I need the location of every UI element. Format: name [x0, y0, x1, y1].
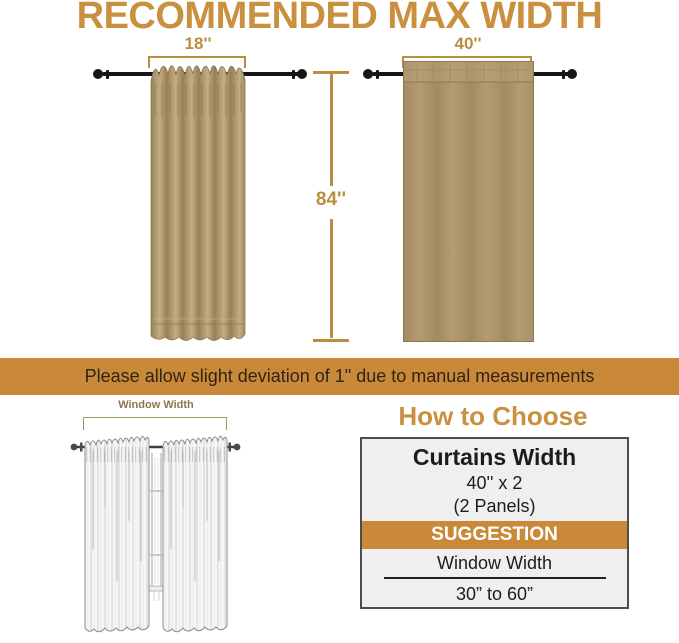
- curtains-size-value: 40'' x 2: [466, 473, 523, 493]
- suggestion-band: SUGGESTION: [362, 521, 627, 549]
- right-rod-finial-left: [363, 69, 373, 79]
- right-rod-finial-right: [567, 69, 577, 79]
- window-width-row: Window Width: [436, 553, 553, 573]
- height-line-bottom: [330, 219, 333, 338]
- page-title: RECOMMENDED MAX WIDTH: [76, 0, 603, 37]
- window-width-range: 30” to 60”: [455, 584, 534, 604]
- height-line-top: [330, 73, 333, 186]
- right-width-label: 40'': [454, 34, 482, 53]
- sketch-finial-right: [234, 444, 241, 451]
- disclaimer-text: Please allow slight deviation of 1" due to manual measurements: [84, 366, 595, 386]
- height-tcap-bottom: [313, 339, 349, 342]
- panels-count: (2 Panels): [453, 496, 536, 516]
- table-divider: [384, 577, 606, 579]
- flat-curtain-illustration: [403, 61, 534, 342]
- gathered-curtain-illustration: [149, 58, 247, 346]
- height-label: 84'': [315, 189, 347, 210]
- sketch-finial-left: [71, 444, 78, 451]
- window-frame: [150, 453, 163, 587]
- left-rod-cap-left: [106, 70, 109, 79]
- how-to-choose-heading: How to Choose: [398, 401, 588, 431]
- window-curtains-sketch: [54, 429, 306, 641]
- left-rod-finial-right: [297, 69, 307, 79]
- curtains-width-header: Curtains Width: [412, 444, 577, 470]
- disclaimer-banner: [0, 358, 679, 395]
- size-suggestion-table: [360, 437, 629, 609]
- right-rod-cap-right: [562, 70, 565, 79]
- sketch-curtain-panel: [85, 436, 149, 632]
- right-rod-cap-left: [376, 70, 379, 79]
- left-width-label: 18'': [184, 34, 212, 53]
- left-rod-cap-right: [292, 70, 295, 79]
- window-width-label: Window Width: [118, 399, 194, 411]
- left-rod-finial-left: [93, 69, 103, 79]
